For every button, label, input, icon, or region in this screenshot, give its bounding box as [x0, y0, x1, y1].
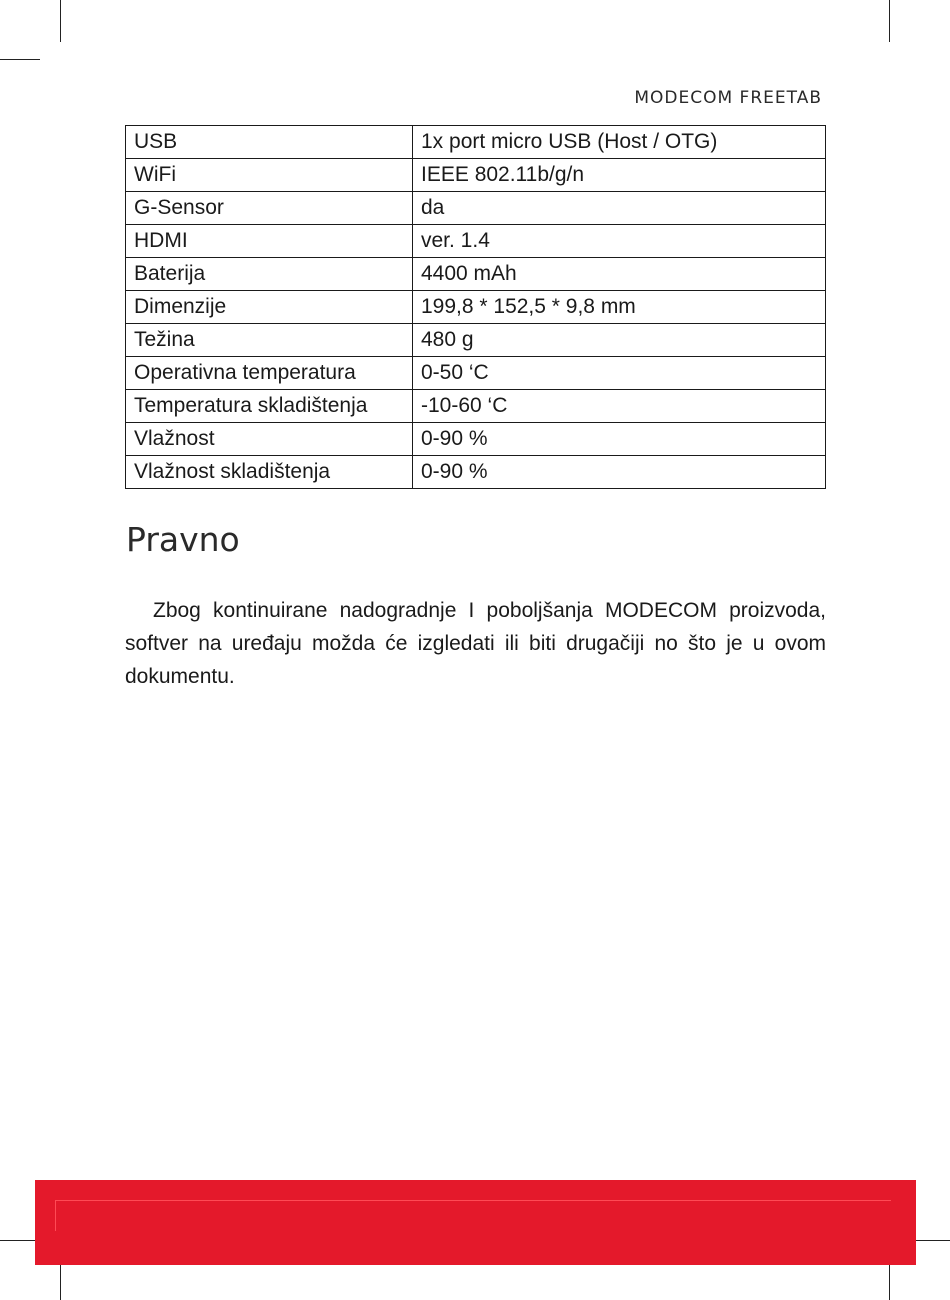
crop-mark-top-right-vertical — [889, 0, 890, 42]
spec-label: HDMI — [126, 225, 413, 258]
spec-value: IEEE 802.11b/g/n — [413, 159, 826, 192]
spec-value: 480 g — [413, 324, 826, 357]
table-row — [126, 456, 826, 489]
crop-mark-bottom-left-horizontal — [0, 1240, 40, 1241]
spec-value: -10-60 ‘C — [413, 390, 826, 423]
spec-label: Baterija — [126, 258, 413, 291]
spec-value: 0-50 ‘C — [413, 357, 826, 390]
table-row — [126, 390, 826, 423]
table-row — [126, 291, 826, 324]
spec-value: 0-90 % — [413, 456, 826, 489]
spec-label: USB — [126, 126, 413, 159]
spec-value: 0-90 % — [413, 423, 826, 456]
table-row — [126, 159, 826, 192]
crop-mark-top-left-vertical — [60, 0, 61, 42]
spec-label: G-Sensor — [126, 192, 413, 225]
specifications-table — [125, 125, 826, 489]
spec-label: Temperatura skladištenja — [126, 390, 413, 423]
table-row — [126, 126, 826, 159]
spec-value: ver. 1.4 — [413, 225, 826, 258]
table-row — [126, 258, 826, 291]
page-header-title: MODECOM FREETAB — [634, 88, 822, 108]
spec-label: Dimenzije — [126, 291, 413, 324]
spec-label: Težina — [126, 324, 413, 357]
spec-value: 199,8 * 152,5 * 9,8 mm — [413, 291, 826, 324]
spec-value: 4400 mAh — [413, 258, 826, 291]
table-row — [126, 423, 826, 456]
crop-mark-bottom-right-horizontal — [910, 1240, 950, 1241]
table-row — [126, 324, 826, 357]
section-heading-pravno: Pravno — [126, 520, 240, 559]
legal-paragraph: Zbog kontinuirane nadogradnje I poboljšanja MODECOM proizvoda, softver na uređaju možda će izgledati ili biti drugačiji no što je u ovom dokumentu. — [125, 599, 826, 688]
footer-accent-bar — [35, 1180, 916, 1265]
spec-value: 1x port micro USB (Host / OTG) — [413, 126, 826, 159]
table-row — [126, 357, 826, 390]
crop-mark-top-left-horizontal — [0, 59, 40, 60]
spec-label: Vlažnost — [126, 423, 413, 456]
table-row — [126, 225, 826, 258]
spec-value: da — [413, 192, 826, 225]
spec-label: Operativna temperatura — [126, 357, 413, 390]
table-row — [126, 192, 826, 225]
spec-label: WiFi — [126, 159, 413, 192]
spec-label: Vlažnost skladištenja — [126, 456, 413, 489]
footer-accent-highlight — [55, 1200, 891, 1231]
